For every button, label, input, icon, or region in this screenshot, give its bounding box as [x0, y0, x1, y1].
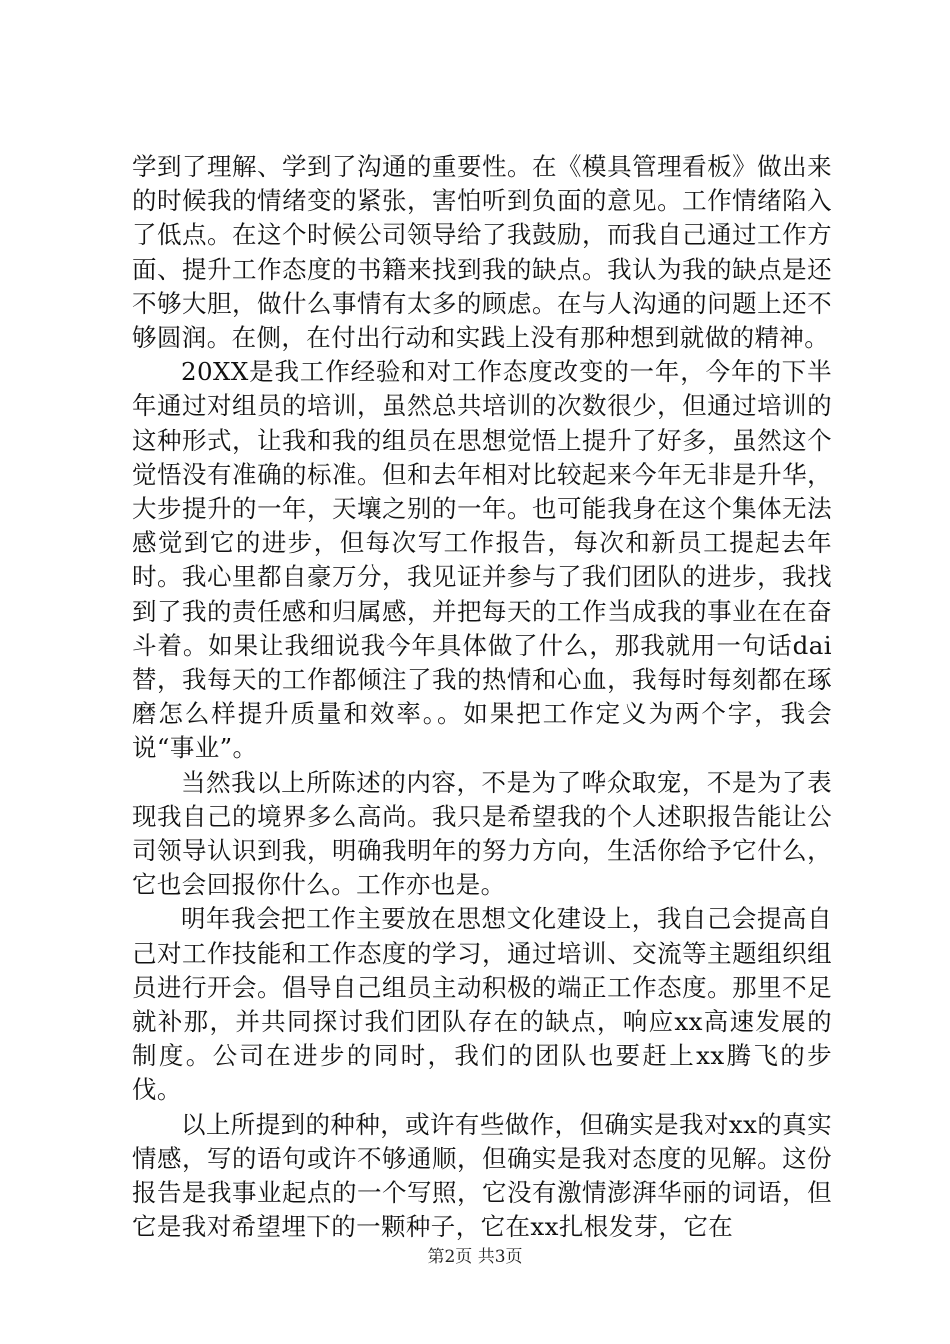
- paragraph-continued: 学到了理解、学到了沟通的重要性。在《模具管理看板》做出来的时候我的情绪变的紧张，害怕听到负面的意见。工作情绪陷入了低点。在这个时候公司领导给了我鼓励，而我自己通过工作方面、提升工作态度的书籍来找到我的缺点。我认为我的缺点是还不够大胆，做什么事情有太多的顾虑。在与人沟通的问题上还不够圆润。在侧，在付出行动和实践上没有那种想到就做的精神。: [132, 152, 832, 353]
- document-body: [132, 150, 832, 1245]
- paragraph-next-year-plan: 明年我会把工作主要放在思想文化建设上，我自己会提高自己对工作技能和工作态度的学习，通过培训、交流等主题组织组员进行开会。倡导自己组员主动积极的端正工作态度。那里不足就补那，并共同探讨我们团队存在的缺点，响应xx高速发展的制度。公司在进步的同时，我们的团队也要赶上xx腾飞的步伐。: [132, 904, 832, 1105]
- page-number-footer: 第2页 共3页: [427, 1247, 523, 1267]
- paragraph-work-experience: 20XX是我工作经验和对工作态度改变的一年，今年的下半年通过对组员的培训，虽然总共培训的次数很少，但通过培训的这种形式，让我和我的组员在思想觉悟上提升了好多，虽然这个觉悟没有准确的标准。但和去年相对比较起来今年无非是升华，大步提升的一年，天壤之别的一年。也可能我身在这个集体无法感觉到它的进步，但每次写工作报告，每次和新员工提起去年时。我心里都自豪万分，我见证并参与了我们团队的进步，我找到了我的责任感和归属感，并把每天的工作当成我的事业在在奋斗着。如果让我细说我今年具体做了什么，那我就用一句话dai替，我每天的工作都倾注了我的热情和心血，我每时每刻都在琢磨怎么样提升质量和效率。。如果把工作定义为两个字，我会说“事业”。: [132, 357, 832, 763]
- paragraph-statement-purpose: 当然我以上所陈述的内容，不是为了哗众取宠，不是为了表现我自己的境界多么高尚。我只是希望我的个人述职报告能让公司领导认识到我，明确我明年的努力方向，生活你给予它什么，它也会回报你什么。工作亦也是。: [132, 767, 832, 900]
- paragraph-closing: 以上所提到的种种，或许有些做作，但确实是我对xx的真实情感，写的语句或许不够通顺，但确实是我对态度的见解。这份报告是我事业起点的一个写照，它没有激情澎湃华丽的词语，但它是我对希望埋下的一颗种子，它在xx扎根发芽，它在: [132, 1109, 832, 1242]
